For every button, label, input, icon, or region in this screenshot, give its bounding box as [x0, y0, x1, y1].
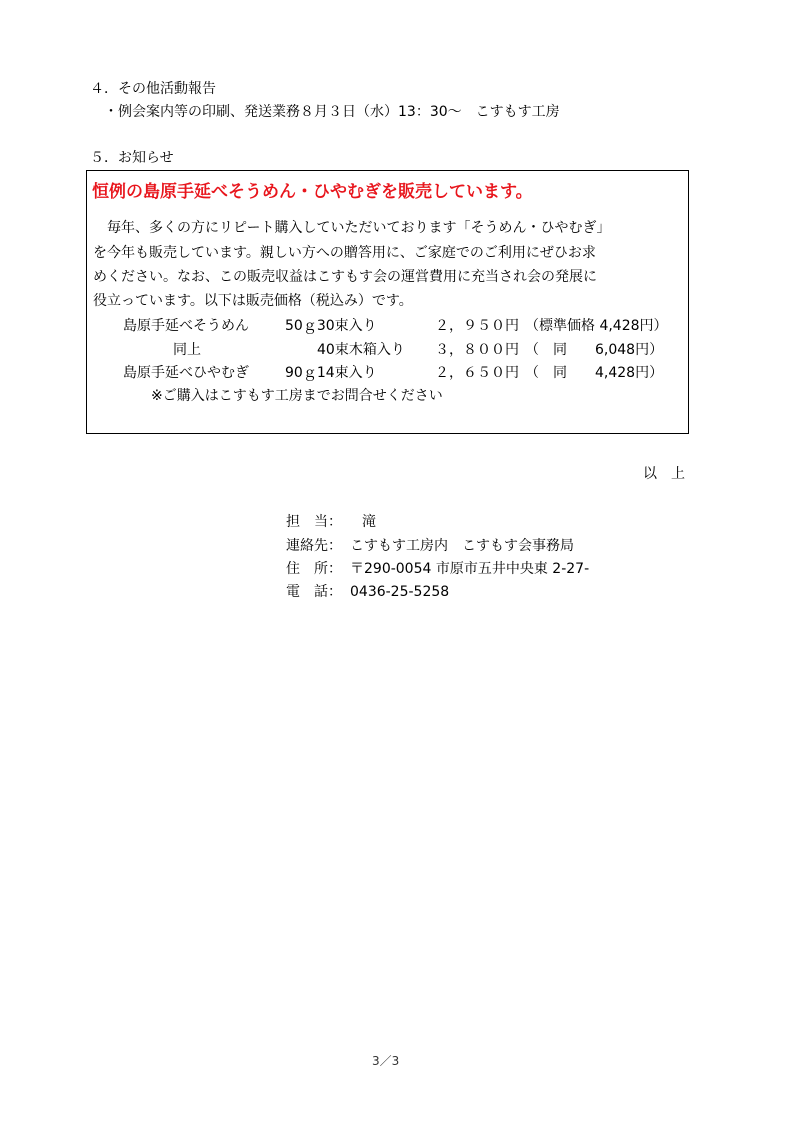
- notice-body-line: を今年も販売しています。親しい方への贈答用に、ご家庭でのご利用にぜひお求: [93, 245, 596, 261]
- page-number: 3／3: [372, 1054, 400, 1068]
- phone-label: 電 話：: [286, 584, 342, 600]
- product-standard-price: （ 同 6,048円）: [525, 342, 664, 358]
- phone-value: 0436-25-5258: [350, 584, 450, 600]
- section5-heading: ５．お知らせ: [90, 150, 174, 166]
- product-name: 島原手延べひやむぎ: [123, 365, 249, 381]
- person-label: 担 当：: [286, 514, 342, 530]
- section4-item: ・例会案内等の印刷、発送業務８月３日（水）13：30～ こすもす工房: [104, 104, 560, 120]
- closing-mark: 以 上: [643, 466, 685, 482]
- product-qty: 50ｇ30束入り: [285, 318, 377, 334]
- product-name: 同上: [173, 342, 201, 358]
- section4-heading: ４．その他活動報告: [90, 81, 216, 97]
- notice-box: [86, 170, 689, 434]
- office-label: 連絡先：: [286, 538, 342, 554]
- product-standard-price: （標準価格 4,428円）: [525, 318, 668, 334]
- notice-body-line: めください。なお、この販売収益はこすもす会の運営費用に充当され会の発展に: [93, 269, 597, 285]
- notice-body-line: 毎年、多くの方にリピート購入していただいております「そうめん・ひやむぎ」: [107, 220, 611, 236]
- product-qty: 40束木箱入り: [317, 342, 405, 358]
- address-label: 住 所：: [286, 561, 342, 577]
- address-value: 〒290-0054 市原市五井中央東 2-27-: [350, 561, 590, 577]
- product-qty: 90ｇ14束入り: [285, 365, 377, 381]
- notice-body-line: 役立っています。以下は販売価格（税込み）です。: [93, 293, 413, 309]
- notice-title: 恒例の島原手延べそうめん・ひやむぎを販売しています。: [92, 182, 533, 202]
- person-value: 滝: [362, 514, 376, 530]
- order-note: ※ご購入はこすもす工房までお問合せください: [151, 388, 443, 404]
- product-standard-price: （ 同 4,428円）: [525, 365, 664, 381]
- product-price: ２，６５０円: [435, 365, 519, 381]
- product-name: 島原手延べそうめん: [123, 318, 249, 334]
- product-price: ３，８００円: [435, 342, 519, 358]
- office-value: こすもす工房内 こすもす会事務局: [350, 538, 574, 554]
- product-price: ２，９５０円: [435, 318, 519, 334]
